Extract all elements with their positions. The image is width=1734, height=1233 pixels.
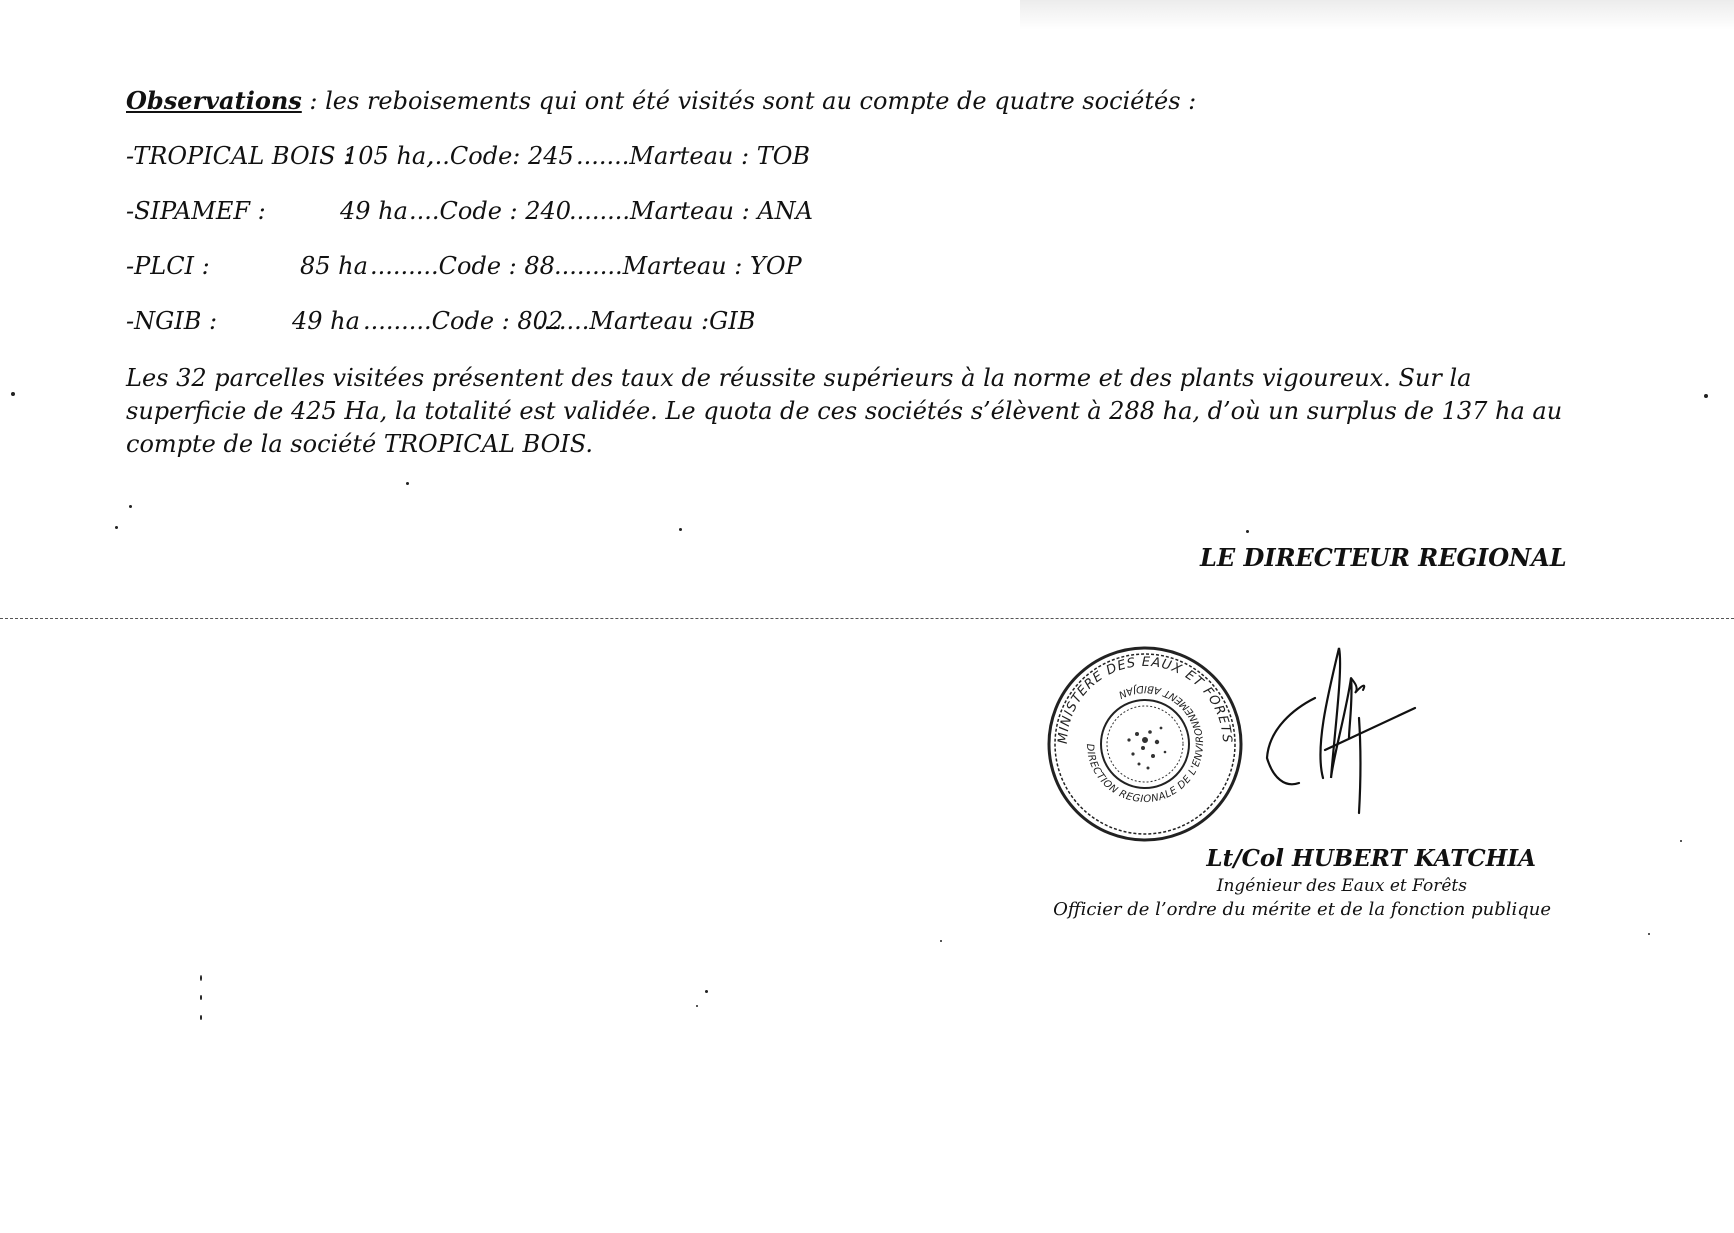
company-hammer: .......Marteau :GIB (536, 307, 756, 335)
company-area: 85 ha (300, 252, 368, 280)
company-name: -NGIB : (126, 307, 218, 335)
company-code: .........Code : 802 (363, 307, 564, 335)
scan-edge-shading (1020, 0, 1734, 30)
company-name: -PLCI : (126, 252, 210, 280)
scan-speck (1704, 394, 1708, 398)
company-code: .........Code : 88 (370, 252, 555, 280)
signatory-title-1: Ingénieur des Eaux et Forêts (1216, 876, 1467, 896)
scan-speck (679, 528, 682, 531)
company-name: -SIPAMEF : (126, 197, 266, 225)
scan-speck (1648, 933, 1650, 935)
scan-speck (129, 505, 132, 508)
official-stamp (1045, 644, 1245, 844)
director-title: LE DIRECTEUR REGIONAL (1200, 543, 1567, 572)
scan-speck (11, 392, 15, 396)
scan-speck (115, 526, 118, 529)
observations-label: Observations (126, 86, 302, 115)
company-hammer: ........Marteau : ANA (569, 197, 814, 225)
scan-speck (406, 482, 409, 485)
observations-text: : les reboisements qui ont été visités sont au compte de quatre sociétés : (301, 87, 1197, 115)
observations-line (126, 86, 1196, 115)
signatory-title-2: Officier de l’ordre du mérite et de la fonction publique (1053, 899, 1551, 920)
company-code: ....Code : 240 (409, 197, 572, 225)
signature (1255, 638, 1425, 818)
company-hammer: .........Marteau : YOP (554, 252, 802, 280)
company-name: -TROPICAL BOIS : (126, 142, 352, 170)
svg-text:DIRECTION REGIONALE DE L'ENVIR (1084, 683, 1206, 805)
observations-paragraph: Les 32 parcelles visitées présentent des taux de réussite supérieurs à la norme et des plants vigoureux. Sur la superficie de 425 Ha, la totalité est validée. Le quota de ces sociétés s’élèvent à 288 ha, d’où un surplus de 137 ha au compte de la société TROPICAL BOIS. (126, 364, 1563, 458)
company-row (126, 252, 826, 282)
company-area: 49 ha (292, 307, 360, 335)
scan-speck (1246, 530, 1249, 533)
company-row (126, 197, 826, 227)
scan-fold-line (0, 618, 1734, 619)
company-row (126, 142, 826, 172)
scan-speck (200, 1015, 202, 1020)
scan-speck (705, 990, 708, 993)
scan-speck (940, 940, 942, 942)
company-row (126, 307, 826, 337)
scan-speck (200, 995, 202, 1000)
company-area: 105 ha, (343, 142, 434, 170)
stamp-inner-text: DIRECTION REGIONALE DE L'ENVIRONNEMENT ABIDJAN (1083, 682, 1207, 806)
scan-speck (1680, 840, 1682, 842)
scan-speck (696, 1005, 698, 1007)
company-hammer: .......Marteau : TOB (576, 142, 811, 170)
signatory-name: Lt/Col HUBERT KATCHIA (1206, 845, 1536, 872)
company-area: 49 ha (340, 197, 408, 225)
stamp-outer-text: MINISTERE DES EAUX ET FORETS (1055, 654, 1235, 745)
scan-speck (200, 975, 202, 981)
company-code: ...Code: 245 (427, 142, 574, 170)
